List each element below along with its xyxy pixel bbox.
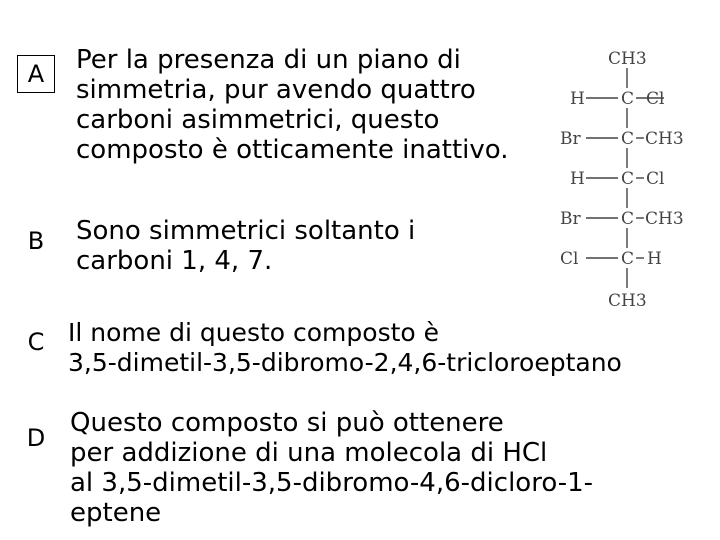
- option-c-text: Il nome di questo composto è 3,5-dimetil-3,5-dibromo-2,4,6-tricloroeptano: [68, 318, 622, 377]
- row5-left: Cl: [560, 249, 579, 269]
- top-group: CH3: [608, 49, 647, 69]
- row5-right: H: [647, 249, 662, 269]
- row3-left: H: [570, 169, 585, 189]
- row1-left: H: [570, 89, 585, 109]
- option-a-letter: A: [17, 55, 55, 93]
- row4-center: C: [621, 209, 635, 229]
- fischer-projection: [548, 40, 708, 312]
- option-a-text: Per la presenza di un piano di simmetria, pur avendo quattro carboni asimmetrici, questo composto è otticamente inattivo.: [76, 45, 509, 165]
- bottom-group: CH3: [608, 291, 647, 311]
- row4-left: Br: [560, 209, 581, 229]
- option-d-text: Questo composto si può ottenere per addizione di una molecola di HCl al 3,5-dimetil-3,5-dibromo-4,6-dicloro-1- eptene: [70, 408, 594, 528]
- option-b-letter: B: [27, 227, 45, 255]
- option-d-letter: D: [26, 424, 46, 452]
- row5-center: C: [621, 249, 635, 269]
- row3-center: C: [621, 169, 635, 189]
- option-b-text: Sono simmetrici soltanto i carboni 1, 4, 7.: [76, 216, 416, 276]
- option-c-letter: C: [27, 328, 45, 356]
- row3-right: Cl: [646, 169, 665, 189]
- row4-right: CH3: [645, 209, 684, 229]
- row2-right: CH3: [645, 129, 684, 149]
- row2-left: Br: [560, 129, 581, 149]
- row2-center: C: [621, 129, 635, 149]
- row1-right: Cl: [646, 89, 665, 109]
- row1-center: C: [621, 89, 635, 109]
